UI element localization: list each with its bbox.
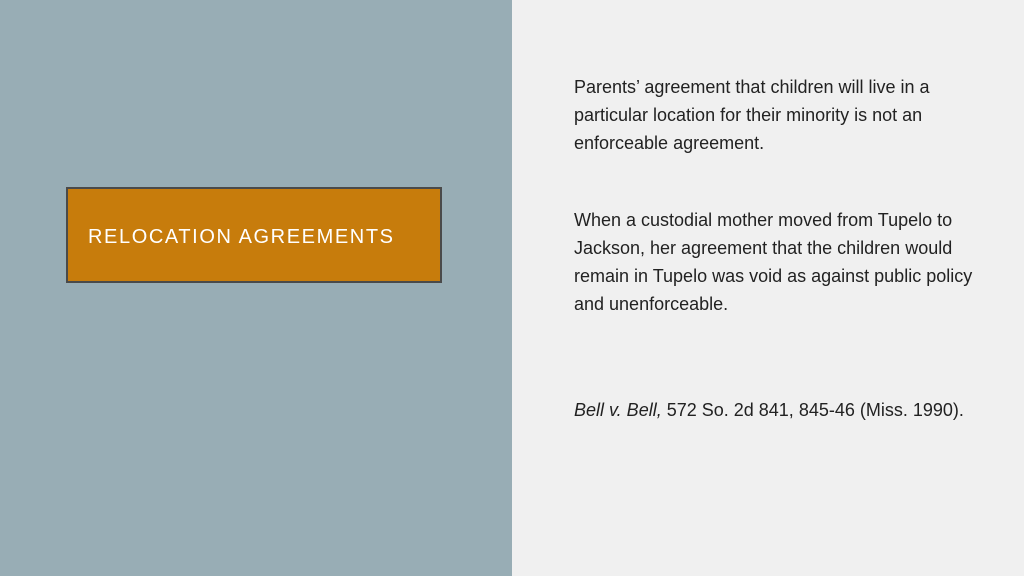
slide-title: RELOCATION AGREEMENTS <box>88 226 395 248</box>
case-name: Bell v. Bell, <box>574 400 662 420</box>
paragraph-agreement-rule: Parents’ agreement that children will live in a particular location for their minority is not an enforceable agreement. <box>574 77 930 153</box>
case-citation <box>574 396 974 424</box>
case-reference: 572 So. 2d 841, 845-46 (Miss. 1990). <box>661 400 964 420</box>
paragraph-case-facts: When a custodial mother moved from Tupelo to Jackson, her agreement that the children would remain in Tupelo was void as against public policy and unenforceable. <box>574 210 973 314</box>
title-box <box>66 187 442 283</box>
